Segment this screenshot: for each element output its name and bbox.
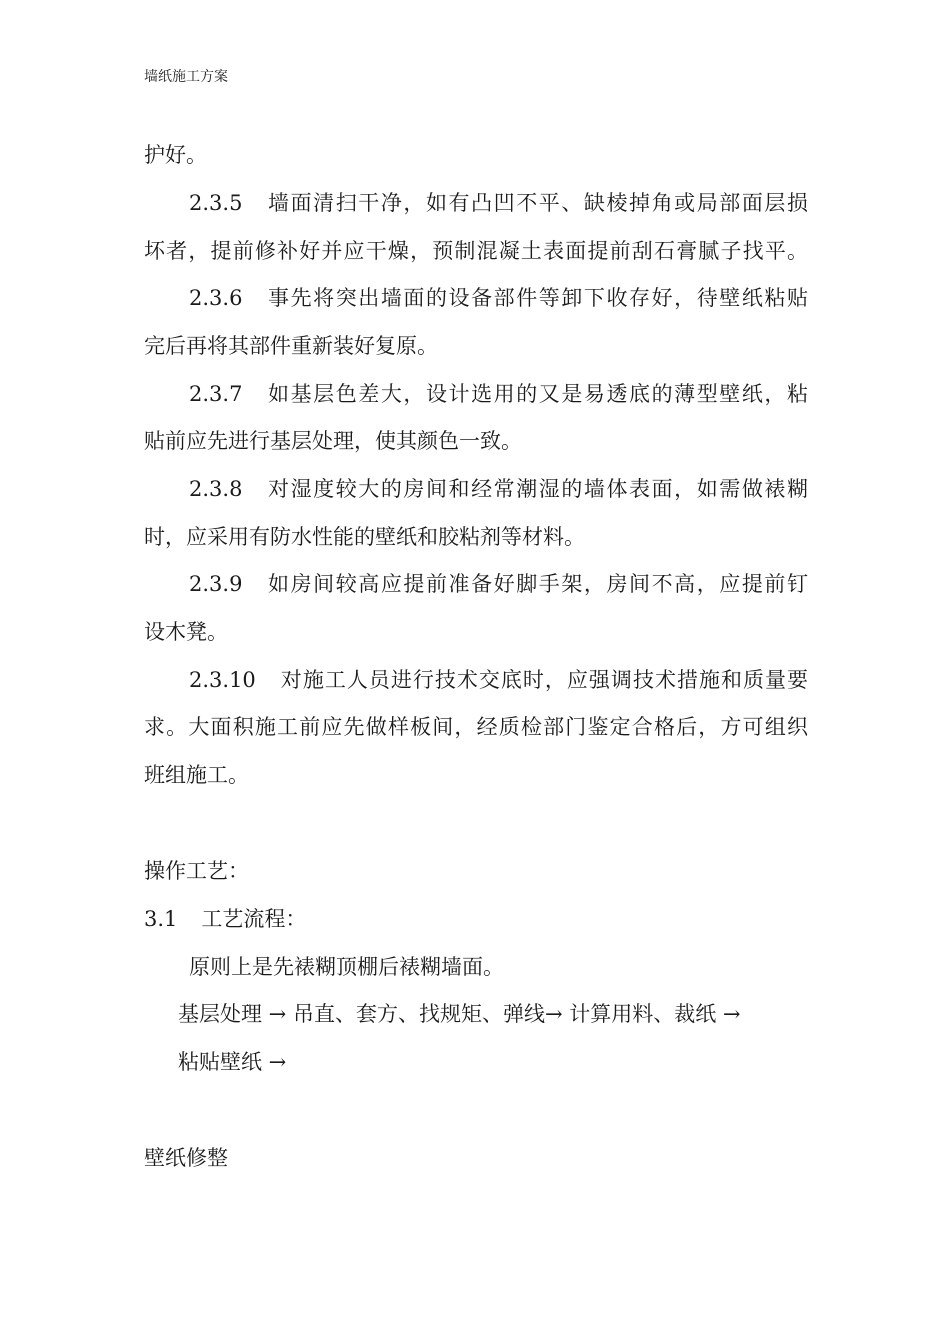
- subsection-title: 工艺流程：: [201, 907, 307, 931]
- process-flow-line-2: 粘贴壁纸 →: [178, 1050, 287, 1074]
- paragraph-2-3-9-line-1: [189, 569, 808, 599]
- subsection-number: 3.1: [144, 907, 178, 931]
- paragraph-2-3-5-line-1: [189, 188, 808, 218]
- section-heading: 操作工艺：: [144, 859, 249, 883]
- clause-text: 如基层色差大，设计选用的又是易透底的薄型壁纸，粘: [266, 382, 808, 406]
- clause-text: 事先将突出墙面的设备部件等卸下收存好，待壁纸粘贴: [266, 286, 808, 310]
- clause-number: 2.3.8: [189, 477, 243, 501]
- clause-number: 2.3.10: [189, 668, 256, 692]
- clause-number: 2.3.7: [189, 382, 243, 406]
- clause-number: 2.3.9: [189, 572, 243, 596]
- paragraph-2-3-5-line-2: 坏者，提前修补好并应干燥，预制混凝土表面提前刮石膏腻子找平。: [144, 239, 808, 263]
- page-header: 墙纸施工方案: [144, 69, 228, 85]
- clause-text: 墙面清扫干净，如有凸凹不平、缺棱掉角或局部面层损: [266, 191, 808, 215]
- paragraph-2-3-10-line-2: 求。大面积施工前应先做样板间，经质检部门鉴定合格后，方可组织: [144, 715, 808, 739]
- paragraph-2-3-6-line-1: [189, 283, 808, 313]
- clause-number: 2.3.5: [189, 191, 243, 215]
- clause-text: 对湿度较大的房间和经常潮湿的墙体表面，如需做裱糊: [266, 477, 808, 501]
- wallpaper-trim-heading: 壁纸修整: [144, 1146, 228, 1170]
- paragraph-2-3-8-line-2: 时，应采用有防水性能的壁纸和胶粘剂等材料。: [144, 525, 585, 549]
- paragraph-2-3-9-line-2: 设木凳。: [144, 620, 228, 644]
- paragraph-2-3-7-line-1: [189, 379, 808, 409]
- paragraph-2-3-7-line-2: 贴前应先进行基层处理，使其颜色一致。: [144, 429, 522, 453]
- paragraph-2-3-10-line-1: [189, 665, 808, 695]
- clause-text: 如房间较高应提前准备好脚手架，房间不高，应提前钉: [266, 572, 808, 596]
- paragraph-2-3-8-line-1: [189, 474, 808, 504]
- subsection-heading: [144, 904, 808, 934]
- process-flow-line-1: 基层处理 → 吊直、套方、找规矩、弹线→ 计算用料、裁纸 →: [178, 1002, 741, 1026]
- principle-text: 原则上是先裱糊顶棚后裱糊墙面。: [189, 955, 504, 979]
- paragraph-2-3-10-line-3: 班组施工。: [144, 763, 249, 787]
- clause-text: 对施工人员进行技术交底时，应强调技术措施和质量要: [279, 668, 808, 692]
- text-line: 护好。: [144, 143, 207, 167]
- clause-number: 2.3.6: [189, 286, 243, 310]
- paragraph-2-3-6-line-2: 完后再将其部件重新装好复原。: [144, 334, 438, 358]
